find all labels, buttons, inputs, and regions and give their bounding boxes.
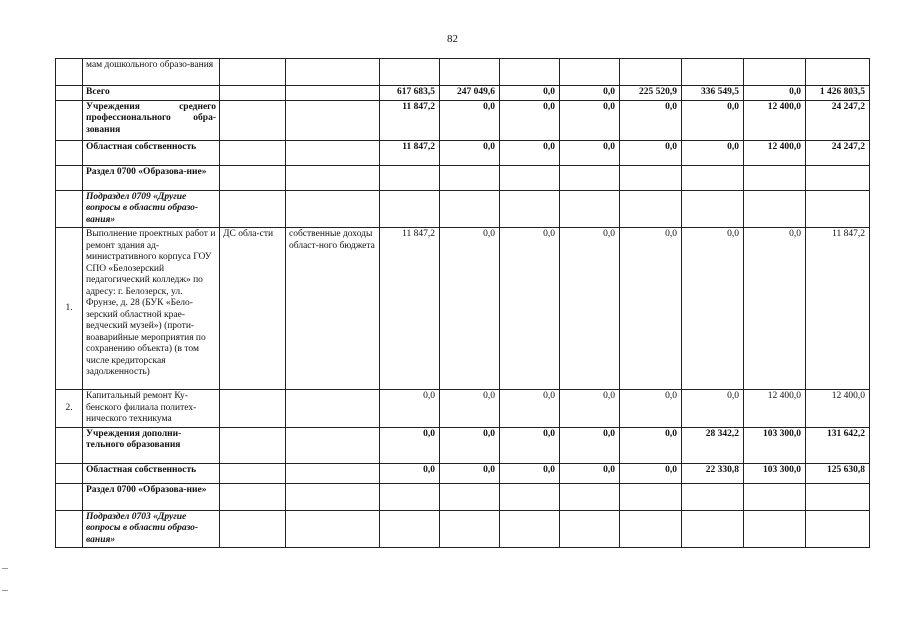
value-cell: 103 300,0 (744, 427, 806, 463)
table-row (56, 165, 870, 190)
value-cell (380, 59, 440, 86)
value-cell (440, 190, 500, 228)
table-row (56, 190, 870, 228)
value-cell: 0,0 (500, 463, 560, 483)
value-cell (560, 510, 620, 548)
value-cell (620, 510, 682, 548)
funding-cell (286, 427, 380, 463)
value-cell (806, 190, 870, 228)
value-cell (744, 59, 806, 86)
funding-cell (286, 463, 380, 483)
value-cell: 0,0 (560, 427, 620, 463)
value-cell: 11 847,2 (806, 228, 870, 390)
value-cell: 0,0 (440, 463, 500, 483)
value-cell (560, 165, 620, 190)
item-name-cell: Выполнение проектных работ и ремонт здания ад-министративного корпуса ГОУ СПО «Белозерский педагогический колледж» по адресу: г. Белозерск, ул. Фрунзе, д. 28 (БУК «Бело-зерский областной крае-ведческий музей») (проти-воаварийные мероприятия по сохранению объекта) (в том числе кредиторская задолженность) (83, 228, 220, 390)
value-cell (500, 59, 560, 86)
item-name-cell: Областная собственность (83, 140, 220, 165)
item-name-cell: Учреждения дополни-тельного образования (83, 427, 220, 463)
row-number-cell (56, 59, 83, 86)
table-row (56, 100, 870, 140)
source-cell (220, 427, 286, 463)
row-number-cell (56, 427, 83, 463)
value-cell: 24 247,2 (806, 100, 870, 140)
source-cell (220, 59, 286, 86)
budget-table (55, 58, 870, 548)
value-cell: 0,0 (500, 427, 560, 463)
row-number-cell (56, 463, 83, 483)
value-cell (620, 165, 682, 190)
value-cell (806, 165, 870, 190)
source-cell (220, 390, 286, 428)
value-cell: 0,0 (620, 463, 682, 483)
table-row (56, 59, 870, 86)
value-cell (560, 59, 620, 86)
value-cell: 0,0 (560, 86, 620, 101)
value-cell (560, 483, 620, 510)
value-cell (744, 190, 806, 228)
item-name-cell: Учреждения среднего профессионального обра-зования (83, 100, 220, 140)
value-cell: 12 400,0 (744, 390, 806, 428)
value-cell (620, 190, 682, 228)
value-cell (440, 483, 500, 510)
item-name-cell: Подраздел 0703 «Другие вопросы в области образо-вания» (83, 510, 220, 548)
value-cell: 12 400,0 (744, 140, 806, 165)
value-cell (500, 483, 560, 510)
value-cell (440, 165, 500, 190)
value-cell: 0,0 (440, 140, 500, 165)
value-cell: 0,0 (500, 228, 560, 390)
value-cell (440, 59, 500, 86)
funding-cell (286, 390, 380, 428)
value-cell: 0,0 (560, 390, 620, 428)
value-cell: 0,0 (620, 390, 682, 428)
table-row (56, 86, 870, 101)
value-cell: 0,0 (500, 86, 560, 101)
source-cell (220, 86, 286, 101)
value-cell: 0,0 (440, 100, 500, 140)
value-cell (806, 510, 870, 548)
value-cell: 0,0 (620, 427, 682, 463)
source-cell (220, 190, 286, 228)
row-number-cell (56, 190, 83, 228)
item-name-cell: Всего (83, 86, 220, 101)
value-cell: 103 300,0 (744, 463, 806, 483)
value-cell: 24 247,2 (806, 140, 870, 165)
funding-cell (286, 86, 380, 101)
value-cell: 0,0 (620, 228, 682, 390)
value-cell: 12 400,0 (744, 100, 806, 140)
value-cell: 0,0 (682, 228, 744, 390)
item-name-cell: Раздел 0700 «Образова-ние» (83, 165, 220, 190)
funding-cell: собственные доходы област-ного бюджета (286, 228, 380, 390)
value-cell: 0,0 (380, 390, 440, 428)
value-cell (560, 190, 620, 228)
value-cell: 0,0 (744, 86, 806, 101)
value-cell (806, 483, 870, 510)
value-cell: 0,0 (380, 463, 440, 483)
value-cell: 11 847,2 (380, 228, 440, 390)
value-cell: 0,0 (440, 228, 500, 390)
value-cell (500, 190, 560, 228)
value-cell: 0,0 (560, 228, 620, 390)
value-cell (744, 510, 806, 548)
value-cell: 247 049,6 (440, 86, 500, 101)
value-cell: 1 426 803,5 (806, 86, 870, 101)
value-cell (500, 510, 560, 548)
item-name-cell: мам дошкольного образо-вания (83, 59, 220, 86)
source-cell (220, 140, 286, 165)
row-number-cell (56, 86, 83, 101)
value-cell: 0,0 (744, 228, 806, 390)
value-cell: 28 342,2 (682, 427, 744, 463)
source-cell (220, 510, 286, 548)
margin-mark (2, 568, 8, 569)
source-cell (220, 463, 286, 483)
page-number: 82 (447, 33, 458, 45)
source-cell (220, 100, 286, 140)
row-number-cell (56, 140, 83, 165)
value-cell (380, 165, 440, 190)
value-cell: 0,0 (560, 140, 620, 165)
row-number-cell (56, 510, 83, 548)
value-cell (682, 165, 744, 190)
value-cell: 225 520,9 (620, 86, 682, 101)
table-row (56, 390, 870, 428)
table-row (56, 427, 870, 463)
funding-cell (286, 140, 380, 165)
source-cell (220, 483, 286, 510)
value-cell (620, 483, 682, 510)
row-number-cell: 2. (56, 390, 83, 428)
row-number-cell (56, 165, 83, 190)
value-cell: 11 847,2 (380, 140, 440, 165)
value-cell (682, 483, 744, 510)
table-row (56, 463, 870, 483)
funding-cell (286, 190, 380, 228)
value-cell (806, 59, 870, 86)
funding-cell (286, 59, 380, 86)
value-cell (440, 510, 500, 548)
table-row (56, 140, 870, 165)
row-number-cell (56, 100, 83, 140)
value-cell: 0,0 (682, 100, 744, 140)
table-row (56, 510, 870, 548)
value-cell (380, 483, 440, 510)
row-number-cell: 1. (56, 228, 83, 390)
source-cell: ДС обла-сти (220, 228, 286, 390)
value-cell: 0,0 (440, 427, 500, 463)
item-name-cell: Областная собственность (83, 463, 220, 483)
value-cell: 0,0 (560, 100, 620, 140)
funding-cell (286, 165, 380, 190)
table-row (56, 483, 870, 510)
margin-mark (2, 590, 8, 591)
item-name-cell: Раздел 0700 «Образова-ние» (83, 483, 220, 510)
value-cell (380, 190, 440, 228)
value-cell: 0,0 (682, 390, 744, 428)
value-cell: 0,0 (500, 100, 560, 140)
table-row (56, 228, 870, 390)
value-cell: 11 847,2 (380, 100, 440, 140)
value-cell: 131 642,2 (806, 427, 870, 463)
value-cell (682, 510, 744, 548)
funding-cell (286, 100, 380, 140)
item-name-cell: Подраздел 0709 «Другие вопросы в области образо-вания» (83, 190, 220, 228)
value-cell: 125 630,8 (806, 463, 870, 483)
value-cell: 0,0 (620, 140, 682, 165)
value-cell: 12 400,0 (806, 390, 870, 428)
value-cell: 0,0 (560, 463, 620, 483)
value-cell: 0,0 (500, 390, 560, 428)
value-cell (682, 190, 744, 228)
row-number-cell (56, 483, 83, 510)
value-cell: 617 683,5 (380, 86, 440, 101)
value-cell (500, 165, 560, 190)
value-cell: 22 330,8 (682, 463, 744, 483)
value-cell: 0,0 (682, 140, 744, 165)
item-name-cell: Капитальный ремонт Ку-бенского филиала политех-нического техникума (83, 390, 220, 428)
value-cell: 0,0 (620, 100, 682, 140)
funding-cell (286, 483, 380, 510)
value-cell: 336 549,5 (682, 86, 744, 101)
value-cell (620, 59, 682, 86)
value-cell (380, 510, 440, 548)
value-cell: 0,0 (500, 140, 560, 165)
value-cell (744, 483, 806, 510)
value-cell (744, 165, 806, 190)
source-cell (220, 165, 286, 190)
value-cell: 0,0 (380, 427, 440, 463)
funding-cell (286, 510, 380, 548)
value-cell (682, 59, 744, 86)
value-cell: 0,0 (440, 390, 500, 428)
